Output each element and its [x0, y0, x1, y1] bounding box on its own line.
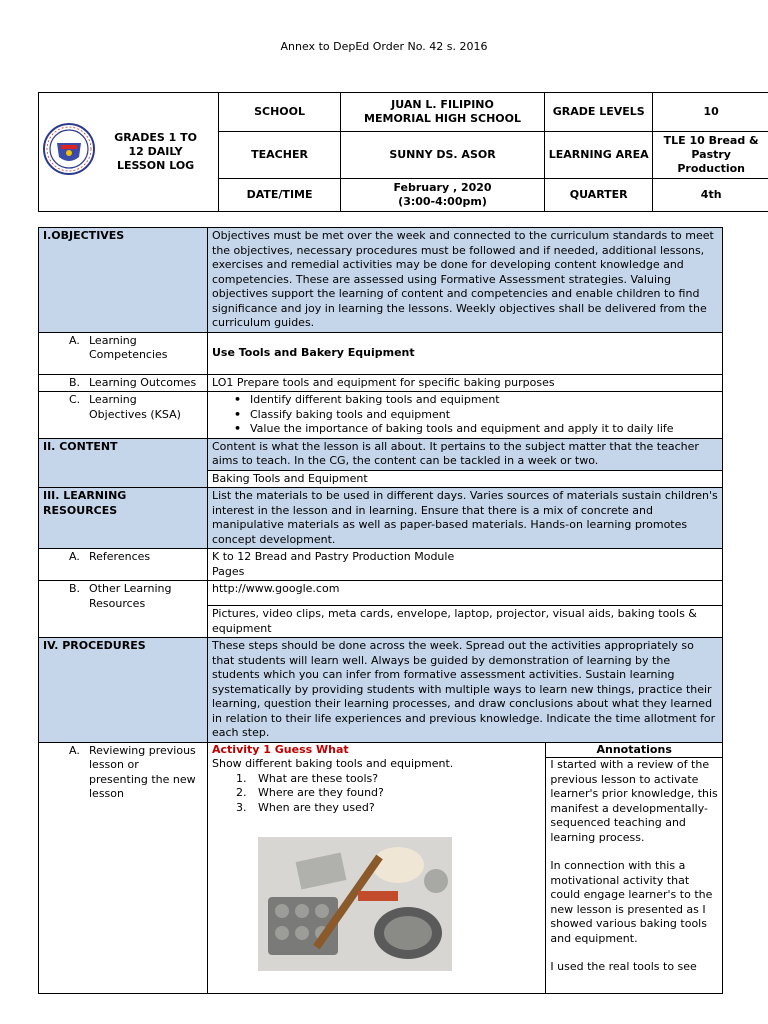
objective-item: • Value the importance of baking tools and equipment and apply it to daily life [212, 422, 718, 437]
lobj-label-1: Learning [89, 393, 137, 406]
objectives-label: I.OBJECTIVES [39, 228, 208, 333]
teacher-label: TEACHER [219, 132, 341, 179]
datetime-value [340, 179, 544, 212]
reference-line-1: K to 12 Bread and Pastry Production Module [212, 550, 455, 563]
learning-objectives-label [39, 392, 208, 439]
annotation-paragraph-3: I used the real tools to see [550, 960, 697, 973]
references-value [208, 549, 723, 581]
resources-label: III. LEARNING RESOURCES [39, 488, 208, 549]
school-value [340, 93, 544, 132]
content-value: Baking Tools and Equipment [208, 470, 723, 488]
review-label-4: lesson [89, 787, 124, 800]
question-number: 1. [236, 771, 247, 785]
date-line-1: February , 2020 [393, 181, 492, 194]
reviewing-label [39, 742, 208, 993]
learning-outcomes-label [39, 374, 208, 392]
other-resources-materials: Pictures, video clips, meta cards, envelope, laptop, projector, visual aids, baking tools & equipment [208, 606, 723, 638]
letter-b: B. [69, 375, 81, 389]
grade-levels-value: 10 [653, 93, 768, 132]
annotations-title: Annotations [546, 743, 722, 759]
content-text: Content is what the lesson is all about. It pertains to the subject matter that the teacher aims to teach. In the CG, the content can be tackled in a week or two. [208, 438, 723, 470]
school-line-2: MEMORIAL HIGH SCHOOL [364, 112, 521, 125]
learning-competencies-value: Use Tools and Bakery Equipment [208, 332, 723, 374]
review-label-3: presenting the new [89, 772, 196, 786]
objective-item: • Identify different baking tools and equipment [212, 393, 718, 408]
question-text: What are these tools? [258, 771, 379, 785]
learning-area-line-1: TLE 10 Bread & [663, 134, 759, 147]
question-number: 3. [236, 800, 247, 814]
school-label: SCHOOL [219, 93, 341, 132]
other-resources-link: http://www.google.com [208, 581, 723, 606]
learning-objectives-list [208, 392, 723, 439]
objective-item: • Classify baking tools and equipment [212, 408, 718, 423]
question-item [212, 772, 541, 787]
procedures-label: IV. PROCEDURES [39, 638, 208, 743]
annex-title: Annex to DepEd Order No. 42 s. 2016 [280, 40, 488, 53]
activity-title: Activity 1 Guess What [212, 742, 349, 756]
learning-area-line-2: Pastry [691, 148, 731, 161]
lc-label-2: Competencies [89, 348, 168, 361]
grades-cell [39, 93, 219, 212]
grade-levels-label: GRADE LEVELS [545, 93, 653, 132]
question-list [212, 772, 541, 816]
letter-a: A. [69, 550, 80, 563]
annotation-paragraph-2: In connection with this a motivational activity that could engage learner's to the new lesson is presented as I showed various baking tools and equipment. [550, 859, 713, 945]
lo-label: Learning Outcomes [89, 375, 197, 389]
lc-label-1: Learning [89, 333, 137, 347]
resources-text: List the materials to be used in different days. Varies sources of materials sustain children's interest in the lesson and in learning. Ensure that there is a mix of concrete and manipulative materials as well as paper-based materials. Hands-on learning promotes concept development. [208, 488, 723, 549]
quarter-label: QUARTER [545, 179, 653, 212]
school-line-1: JUAN L. FILIPINO [391, 98, 494, 111]
question-number: 2. [236, 786, 247, 799]
question-text: When are they used? [258, 800, 375, 814]
learning-outcomes-value: LO1 Prepare tools and equipment for specific baking purposes [208, 374, 723, 392]
other-resources-label-1: Other Learning [89, 582, 172, 595]
objectives-text: Objectives must be met over the week and connected to the curriculum standards to meet the objectives, necessary procedures must be followed and if needed, additional lessons, exercises and remedial activities may be done for developing content knowledge and competencies. These are assessed using Formative Assessment strategies. Valuing objectives support the learning of content and competencies and enable children to find significance and joy in learning the lessons. Weekly objectives shall be delivered from the curriculum guides. [208, 228, 723, 333]
annotation-paragraph-1: I started with a review of the previous lesson to activate learner's prior knowledge, this manifest a developmentally-sequenced teaching and learning process. [550, 758, 718, 844]
content-label: II. CONTENT [39, 438, 208, 488]
annotations-panel [545, 743, 722, 993]
date-line-2: (3:00-4:00pm) [398, 195, 487, 208]
teacher-value: SUNNY DS. ASOR [340, 132, 544, 179]
question-item [212, 801, 541, 816]
quarter-value: 4th [653, 179, 768, 212]
question-item [212, 786, 541, 801]
letter-a: A. [69, 743, 80, 757]
activity-cell [208, 742, 723, 993]
letter-b: B. [69, 582, 81, 595]
learning-area-line-3: Production [677, 162, 746, 175]
references-label [39, 549, 208, 581]
procedures-text: These steps should be done across the week. Spread out the activities appropriately so that students will learn well. Always be guided by demonstration of learning by the students which you can infer from formative assessment activities. Sustain learning systematically by providing students with multiple ways to learn new things, practice their learning, question their learning processes, and draw conclusions about what they learned in relation to their life experiences and previous knowledge. Indicate the time allotment for each step. [208, 638, 723, 743]
learning-competencies-label [39, 332, 208, 374]
datetime-label: DATE/TIME [219, 179, 341, 212]
review-label-2: lesson or [89, 758, 139, 771]
activity-intro: Show different baking tools and equipment. [212, 757, 454, 770]
question-text: Where are they found? [258, 786, 384, 799]
lesson-table [38, 227, 723, 994]
learning-area-label: LEARNING AREA [545, 132, 653, 179]
grades-line-2: 12 DAILY [128, 145, 183, 158]
grades-line-3: LESSON LOG [116, 159, 195, 172]
baking-tools-photo [258, 837, 452, 971]
other-resources-label [39, 581, 208, 638]
reference-line-2: Pages [212, 564, 245, 578]
letter-c: C. [69, 393, 81, 406]
other-resources-label-2: Resources [89, 596, 146, 610]
lobj-label-2: Objectives (KSA) [89, 407, 181, 421]
header-table [38, 92, 768, 212]
letter-a: A. [69, 333, 80, 347]
grades-line-1: GRADES 1 TO [114, 131, 197, 144]
learning-area-value [653, 132, 768, 179]
review-label-1: Reviewing previous [89, 743, 196, 757]
deped-seal-icon [43, 123, 95, 175]
references-label-text: References [89, 550, 151, 563]
